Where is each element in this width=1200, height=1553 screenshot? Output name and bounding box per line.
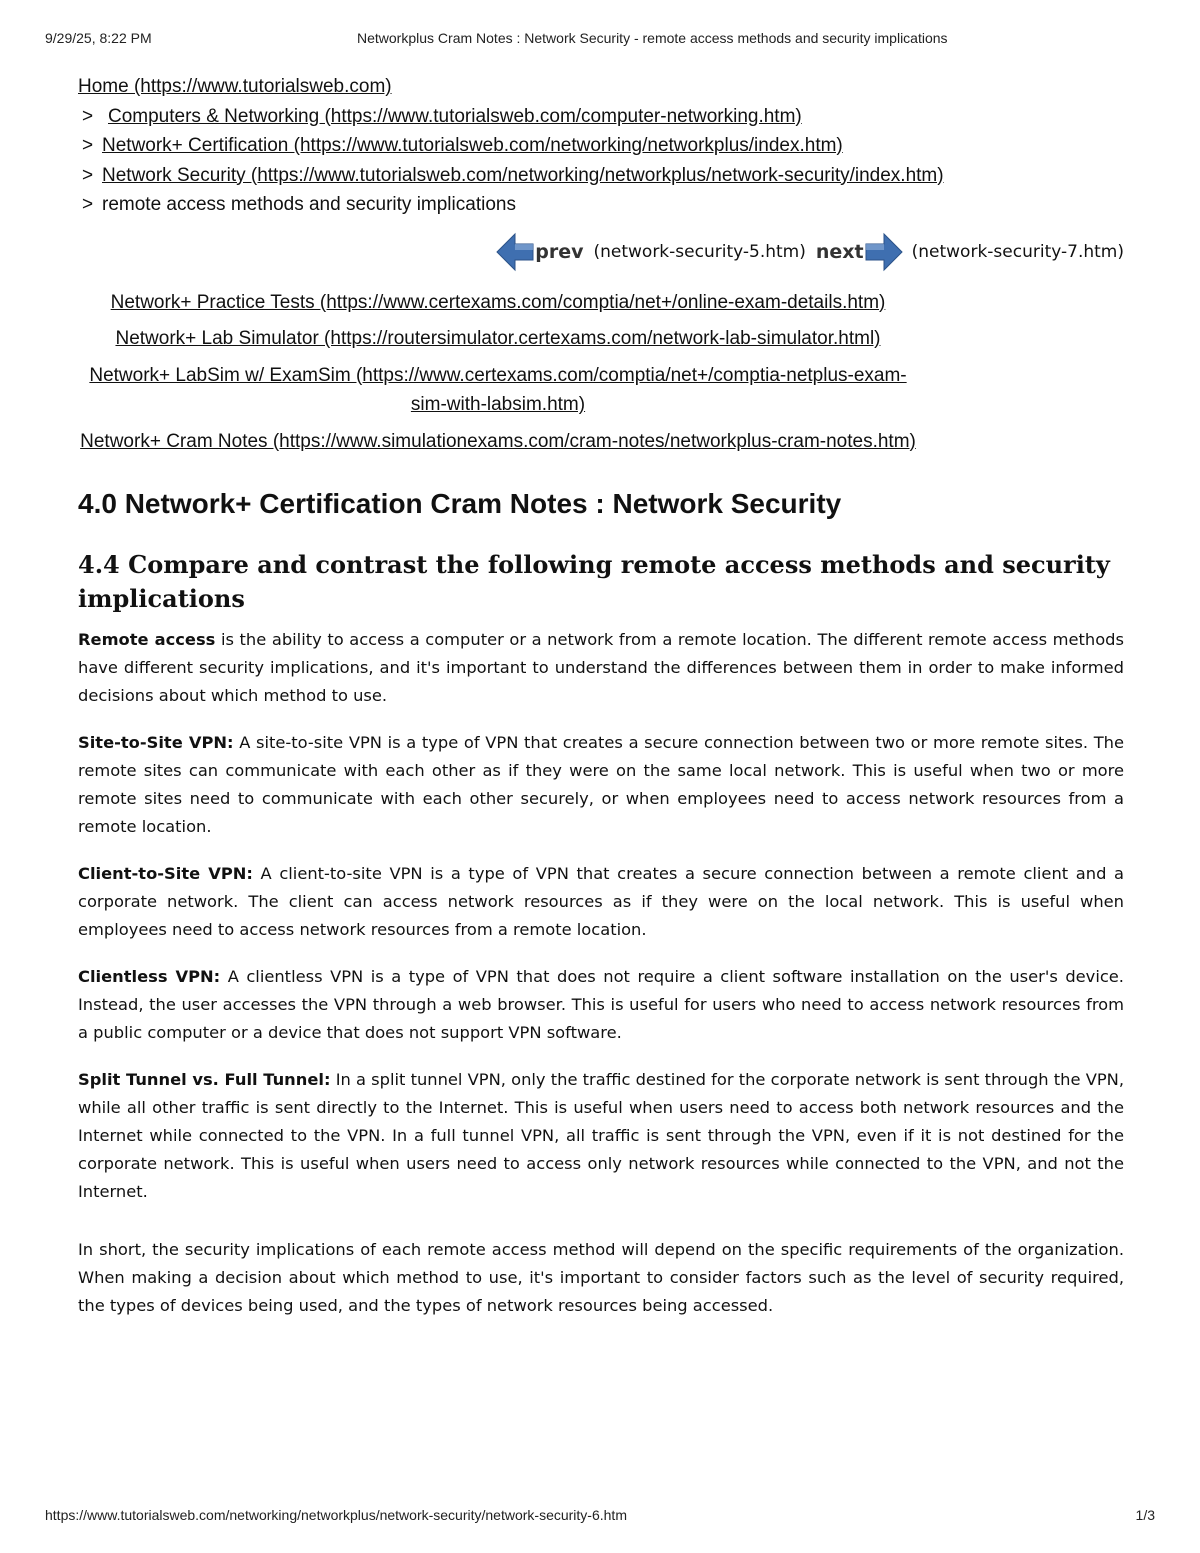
paragraph-text: is the ability to access a computer or a network from a remote location. The different remote access methods have different security implications, and it's important to understand the differences between them in order to make informed decisions about which method to use. bbox=[78, 630, 1125, 705]
cram-notes-link[interactable]: Network+ Cram Notes (https://www.simulationexams.com/cram-notes/networkplus-cram-notes.htm) bbox=[80, 430, 916, 452]
arrow-right-icon bbox=[864, 232, 904, 272]
promo-links bbox=[78, 288, 918, 457]
prev-label: prev bbox=[535, 240, 584, 263]
arrow-left-icon bbox=[495, 232, 535, 272]
breadcrumb-separator: > bbox=[82, 194, 94, 215]
breadcrumb-current: remote access methods and security implications bbox=[102, 194, 516, 215]
term: Site-to-Site VPN: bbox=[78, 733, 234, 752]
paragraph-clientless-vpn bbox=[78, 963, 1124, 1047]
breadcrumb-separator: > bbox=[82, 164, 94, 186]
paragraph-remote-access bbox=[78, 626, 1124, 710]
next-page-link[interactable]: (network-security-7.htm) bbox=[911, 241, 1124, 262]
print-footer bbox=[45, 1507, 1155, 1527]
breadcrumb bbox=[78, 72, 1124, 220]
next-label: next bbox=[815, 240, 864, 263]
print-doc-title: Networkplus Cram Notes : Network Security - remote access methods and security implications bbox=[357, 30, 948, 46]
section-title: 4.0 Network+ Certification Cram Notes : Network Security bbox=[78, 488, 842, 519]
sub-title: 4.4 Compare and contrast the following remote access methods and security implications bbox=[78, 550, 1110, 613]
prev-button[interactable] bbox=[495, 232, 583, 272]
term: Client-to-Site VPN: bbox=[78, 864, 253, 883]
term: Remote access bbox=[78, 630, 216, 649]
paragraph-text: A site-to-site VPN is a type of VPN that creates a secure connection between two or more remote sites. The remote sites can communicate with each other as if they were on the same local network. This is useful when two or more remote sites need to communicate with each other securely, or when employees need to access network resources from a remote location. bbox=[78, 733, 1124, 836]
page-number: 1/3 bbox=[1135, 1507, 1155, 1523]
print-header bbox=[45, 30, 1155, 50]
paragraph-client-to-site-vpn bbox=[78, 860, 1124, 944]
breadcrumb-home-link[interactable]: Home (https://www.tutorialsweb.com) bbox=[78, 76, 392, 97]
breadcrumb-network-security-link[interactable]: Network Security (https://www.tutorialsweb.com/networking/networkplus/network-security/index.htm) bbox=[102, 164, 944, 186]
summary-paragraph: In short, the security implications of each remote access method will depend on the specific requirements of the organization. When making a decision about which method to use, it's important to consider factors such as the level of security required, the types of devices being used, and the types of network resources being accessed. bbox=[78, 1240, 1124, 1315]
print-date: 9/29/25, 8:22 PM bbox=[45, 30, 152, 46]
paragraph-text: A client-to-site VPN is a type of VPN that creates a secure connection between a remote client and a corporate network. The client can access network resources as if they were on the local network. This is useful when employees need to access network resources from a remote location. bbox=[78, 864, 1125, 939]
term: Split Tunnel vs. Full Tunnel: bbox=[78, 1070, 331, 1089]
breadcrumb-computers-networking-link[interactable]: Computers & Networking (https://www.tutorialsweb.com/computer-networking.htm) bbox=[108, 105, 802, 127]
paragraph-split-full-tunnel bbox=[78, 1066, 1124, 1206]
print-url: https://www.tutorialsweb.com/networking/networkplus/network-security/network-security-6.htm bbox=[45, 1507, 627, 1523]
breadcrumb-separator: > bbox=[82, 135, 94, 156]
breadcrumb-separator: > bbox=[82, 105, 94, 127]
paragraph-text: A clientless VPN is a type of VPN that does not require a client software installation on the user's device. Instead, the user accesses the VPN through a web browser. This is useful for users who need to access network resources from a public computer or a device that does not support VPN software. bbox=[78, 967, 1124, 1042]
paragraph-text: In a split tunnel VPN, only the traffic destined for the corporate network is sent through the VPN, while all other traffic is sent directly to the Internet. This is useful when users need to access both network resources and the Internet while connected to the VPN. In a full tunnel VPN, all traffic is sent through the VPN, even if it is not destined for the corporate network. This is useful when users need to access only network resources while connected to the VPN, and not the Internet. bbox=[78, 1070, 1125, 1201]
next-button[interactable] bbox=[816, 232, 904, 272]
paragraph-site-to-site-vpn bbox=[78, 729, 1124, 841]
practice-tests-link[interactable]: Network+ Practice Tests (https://www.certexams.com/comptia/net+/online-exam-details.htm) bbox=[110, 291, 886, 313]
page-content bbox=[78, 72, 1124, 1320]
breadcrumb-networkplus-link[interactable]: Network+ Certification (https://www.tutorialsweb.com/networking/networkplus/index.htm) bbox=[102, 135, 843, 156]
prev-page-link[interactable]: (network-security-5.htm) bbox=[593, 241, 806, 262]
pager bbox=[78, 230, 1124, 274]
lab-simulator-link[interactable]: Network+ Lab Simulator (https://routersimulator.certexams.com/network-lab-simulator.html) bbox=[115, 328, 881, 349]
term: Clientless VPN: bbox=[78, 967, 221, 986]
labsim-examsim-link[interactable]: Network+ LabSim w/ ExamSim (https://www.certexams.com/comptia/net+/comptia-netplus-exam-sim-with-labsim.htm) bbox=[89, 364, 907, 415]
